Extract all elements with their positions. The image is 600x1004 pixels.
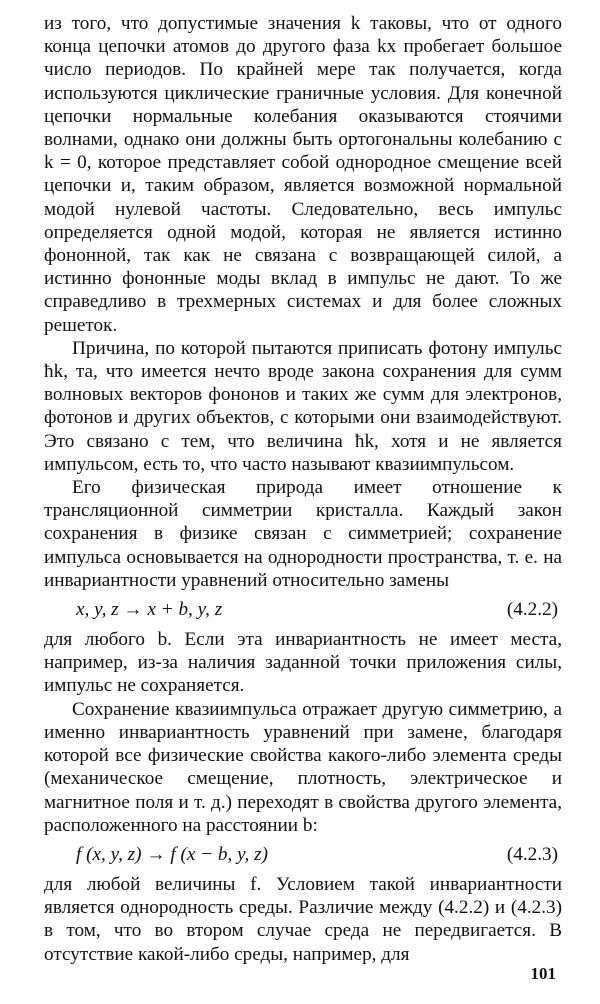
equation-number: (4.2.2): [506, 599, 558, 621]
paragraph-photon-momentum: Причина, по которой пытаются приписать фотону импульс ħk, та, что имеется нечто вроде закона сохранения для сумм волновых векторов фононов и таких же сумм для электронов, фотонов и других объектов, с которыми они взаимодействуют. Это связано с тем, что величина ħk, хотя и не является импульсом, есть то, что часто называют квазиимпульсом.: [44, 337, 562, 475]
equation-number: (4.2.3): [506, 843, 558, 865]
equation-expression: f (x, y, z) → f (x − b, y, z): [76, 843, 268, 865]
page-number: 101: [530, 964, 556, 983]
equation-4-2-3: [44, 841, 562, 869]
paragraph-invariance-note: для любого b. Если эта инвариантность не имеет места, например, из-за наличия заданной точки приложения силы, импульс не сохраняется.: [44, 629, 562, 697]
paragraph-continuation: из того, что допустимые значения k таковы, что от одного конца цепочки атомов до другого фаза kx пробегает большое число периодов. По крайней мере так получается, когда используются циклические граничные условия. Для конечной цепочки нормальные колебания оказываются стоячими волнами, однако они должны быть ортогональны колебанию с k = 0, которое представляет собой однородное смещение всей цепочки и, таким образом, является возможной нормальной модой нулевой частоты. Следовательно, весь импульс определяется одной модой, которая не является истинно фононной, так как не связана с возвращающей силой, а истинно фононные моды вклад в импульс не дают. То же справедливо в трехмерных системах и для более сложных решеток.: [44, 13, 562, 336]
equation-4-2-2: [44, 596, 562, 624]
paragraph-translation-symmetry: Его физическая природа имеет отношение к трансляционной симметрии кристалла. Каждый закон сохранения в физике связан с симметрией; сохранение импульса основывается на однородности пространства, т. е. на инвариантности уравнений относительно замены: [44, 477, 562, 591]
paragraph-medium-homogeneity: для любой величины f. Условием такой инвариантности является однородность среды. Различие между (4.2.2) и (4.2.3) в том, что во втором случае среда не передвигается. В отсутствие какой-либо среды, например, для: [44, 873, 562, 965]
book-page: [44, 12, 562, 992]
equation-expression: x, y, z → x + b, y, z: [76, 599, 223, 621]
paragraph-quasimomentum: Сохранение квазиимпульса отражает другую симметрию, а именно инвариантность уравнений при замене, благодаря которой все физические свойства какого-либо элемента среды (механическое смещение, плотность, электрическое и магнитное поля и т. д.) переходят в свойства другого элемента, расположенного на расстоянии b:: [44, 698, 562, 836]
